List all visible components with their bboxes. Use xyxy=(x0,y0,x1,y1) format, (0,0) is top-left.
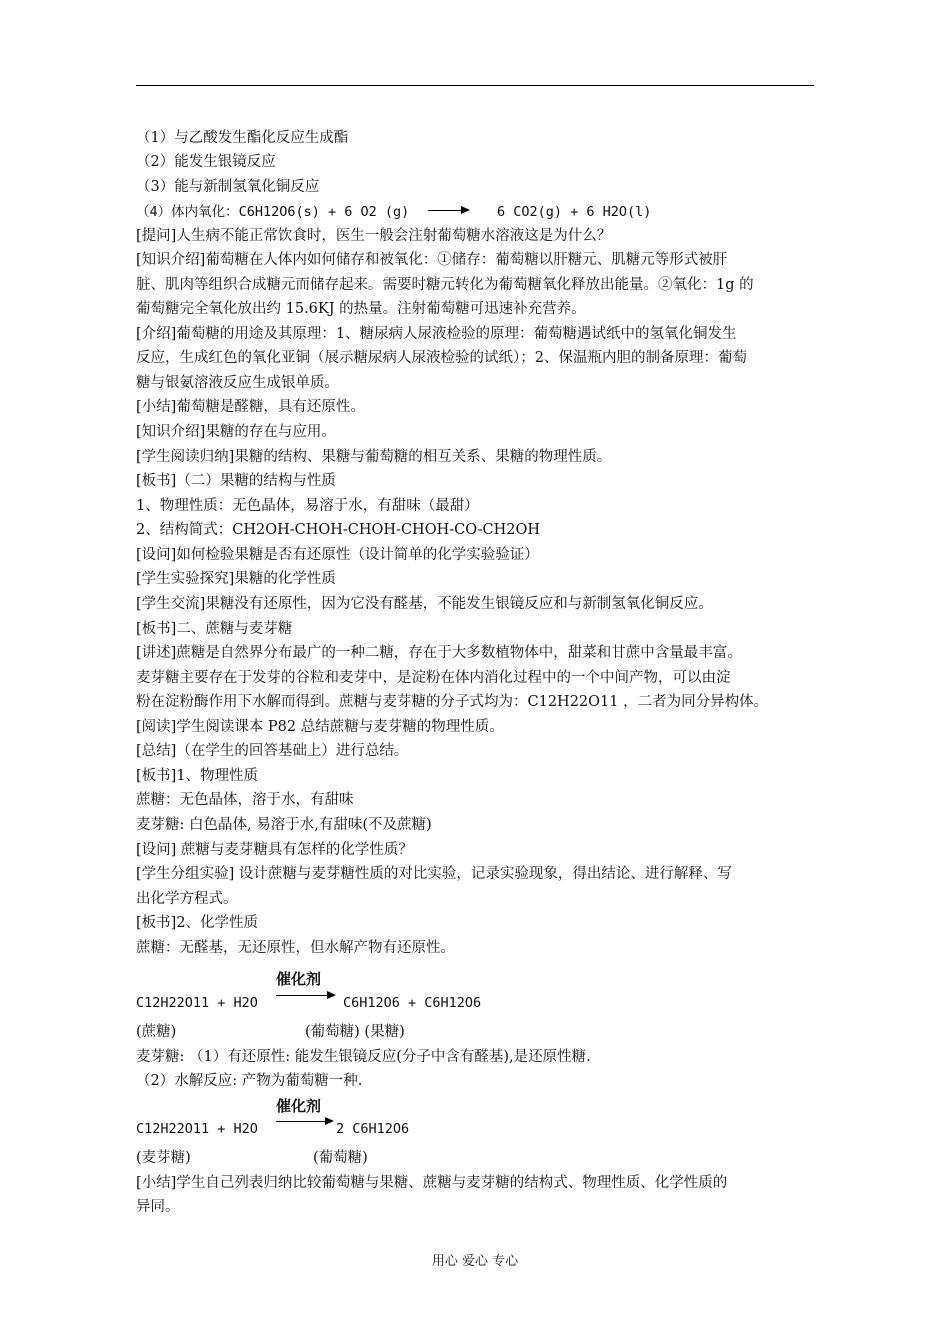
text-line: 粉在淀粉酶作用下水解而得到。蔗糖与麦芽糖的分子式均为：C12H22O11 ，二者为同分异构体。 xyxy=(136,694,769,710)
text-line: [学生实验探究]果糖的化学性质 xyxy=(136,571,336,587)
text-line: [小结]葡萄糖是醛糖，具有还原性。 xyxy=(136,399,365,415)
text-line: [小结]学生自己列表归纳比较葡萄糖与果糖、蔗糖与麦芽糖的结构式、物理性质、化学性质的 xyxy=(136,1175,728,1191)
text-line: 出化学方程式。 xyxy=(136,891,238,907)
text-line: 葡萄糖完全氧化放出约 15.6KJ 的热量。注射葡萄糖可迅速补充营养。 xyxy=(136,301,586,317)
text-line: 1、物理性质：无色晶体，易溶于水，有甜味（最甜） xyxy=(136,498,479,514)
page-footer: 用心 爱心 专心 xyxy=(431,1254,519,1269)
text-line: [提问]人生病不能正常饮食时，医生一般会注射葡萄糖水溶液这是为什么？ xyxy=(136,228,612,244)
text-line: [总结]（在学生的回答基础上）进行总结。 xyxy=(136,743,409,759)
text-line: 麦芽糖: （1）有还原性: 能发生银镜反应(分子中含有醛基),是还原性糖. xyxy=(136,1049,591,1065)
sucrose-reactants: C12H22O11 + H2O xyxy=(136,995,258,1011)
text-line: （2）水解反应: 产物为葡萄糖一种. xyxy=(136,1073,363,1089)
sucrose-label-left: (蔗糖) xyxy=(136,1024,177,1040)
oxidation-equation-left: （4）体内氧化：C6H12O6(s) + 6 O2 (g) xyxy=(136,204,410,220)
text-line: [知识介绍]果糖的存在与应用。 xyxy=(136,424,336,440)
text-line: [学生分组实验] 设计蔗糖与麦芽糖性质的对比实验，记录实验现象，得出结论、进行解释、写 xyxy=(136,866,732,882)
reaction-arrow xyxy=(428,210,468,211)
text-line: [板书]1、物理性质 xyxy=(136,768,259,784)
text-line: 麦芽糖: 白色晶体, 易溶于水,有甜味(不及蔗糖) xyxy=(136,817,432,833)
text-line: （3）能与新制氢氧化铜反应 xyxy=(136,179,320,195)
catalyst-label: 催化剂 xyxy=(276,970,322,988)
maltose-label-right: (葡萄糖) xyxy=(313,1150,368,1166)
text-line: 蔗糖：无色晶体，溶于水，有甜味 xyxy=(136,792,354,808)
text-line: [板书]2、化学性质 xyxy=(136,915,259,931)
text-line: （1）与乙酸发生酯化反应生成酯 xyxy=(136,130,349,146)
maltose-label-left: (麦芽糖) xyxy=(136,1150,191,1166)
text-line: [讲述]蔗糖是自然界分布最广的一种二糖，存在于大多数植物体中，甜菜和甘蔗中含量最丰富。 xyxy=(136,645,742,661)
header-rule xyxy=(136,85,814,86)
sucrose-products: C6H12O6 + C6H12O6 xyxy=(343,995,482,1011)
text-line: 蔗糖：无醛基，无还原性，但水解产物有还原性。 xyxy=(136,940,455,956)
text-line: [学生阅读归纳]果糖的结构、果糖与葡萄糖的相互关系、果糖的物理性质。 xyxy=(136,449,612,465)
text-line: [阅读]学生阅读课本 P82 总结蔗糖与麦芽糖的物理性质。 xyxy=(136,719,504,735)
text-line: 2、结构简式：CH2OH-CHOH-CHOH-CHOH-CO-CH2OH xyxy=(136,522,541,538)
text-line: 异同。 xyxy=(136,1199,180,1215)
reaction-arrow xyxy=(276,1121,332,1122)
text-line: [设问]如何检验果糖是否有还原性（设计简单的化学实验验证） xyxy=(136,547,539,563)
maltose-reactants: C12H22O11 + H2O xyxy=(136,1121,258,1137)
text-line: [知识介绍]葡萄糖在人体内如何储存和被氧化：①储存：葡萄糖以肝糖元、肌糖元等形式被肝 xyxy=(136,252,728,268)
text-line: [板书]二、蔗糖与麦芽糖 xyxy=(136,621,293,637)
text-line: 反应，生成红色的氧化亚铜（展示糖尿病人尿液检验的试纸）；2、保温瓶内胆的制备原理：葡萄 xyxy=(136,350,747,366)
sucrose-label-right: (葡萄糖) (果糖) xyxy=(305,1024,405,1040)
text-line: （2）能发生银镜反应 xyxy=(136,154,276,170)
text-line: [设问] 蔗糖与麦芽糖具有怎样的化学性质？ xyxy=(136,842,413,858)
text-line: 麦芽糖主要存在于发芽的谷粒和麦芽中，是淀粉在体内消化过程中的一个中间产物，可以由淀 xyxy=(136,670,731,686)
reaction-arrow xyxy=(276,995,334,996)
text-line: [学生交流]果糖没有还原性，因为它没有醛基，不能发生银镜反应和与新制氢氧化铜反应。 xyxy=(136,596,713,612)
catalyst-label: 催化剂 xyxy=(276,1097,322,1115)
oxidation-equation-right: 6 CO2(g) + 6 H2O(l) xyxy=(497,204,652,220)
text-line: [介绍]葡萄糖的用途及其原理：1、糖尿病人尿液检验的原理：葡萄糖遇试纸中的氢氧化铜发生 xyxy=(136,326,737,342)
text-line: 糖与银氨溶液反应生成银单质。 xyxy=(136,375,339,391)
text-line: [板书]（二）果糖的结构与性质 xyxy=(136,473,336,489)
maltose-products: 2 C6H12O6 xyxy=(336,1121,410,1137)
text-line: 脏、肌肉等组织合成糖元而储存起来。需要时糖元转化为葡萄糖氧化释放出能量。②氧化：1g 的 xyxy=(136,277,754,293)
